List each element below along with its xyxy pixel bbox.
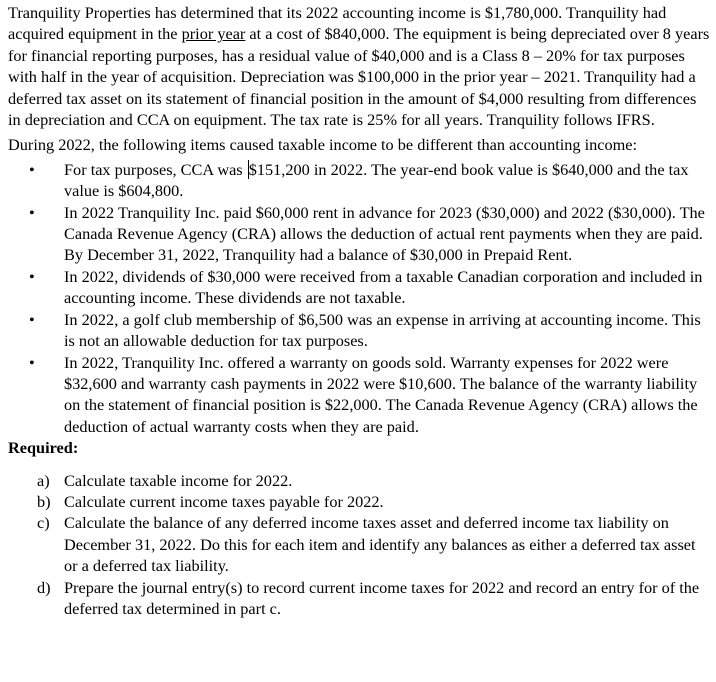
intro-text-part2: at a cost of $840,000. The equipment is being depreciated over 8 years for financial reporting purposes, has a residual value of $40,000 and is a Class 8 – 20% for tax purposes with half in the year of acquisition. Depreciation was $100,000 in the prior year – 2021. Tranquility had a deferred tax asset on its statement of financial position in the amount of $4,000 resulting from differences in depreciation and CCA on equipment. The tax rate is 25% for all years. Tranquility follows IFRS. <box>8 24 710 130</box>
bullet-text: In 2022, a golf club membership of $6,500 was an expense in arriving at accounting income. This is not an allowable deduction for tax purposes. <box>64 309 701 351</box>
bullet-icon: • <box>29 202 35 222</box>
bullet-item-rent <box>8 202 710 266</box>
bullet-item-dividends <box>8 266 710 309</box>
bullet-text: In 2022 Tranquility Inc. paid $60,000 rent in advance for 2023 ($30,000) and 2022 ($30,000). The Canada Revenue Agency (CRA) allows the deduction of actual rent payments when they are paid. By December 31, 2022, Tranquility had a balance of $30,000 in Prepaid Rent. <box>64 202 705 265</box>
bullet-icon: • <box>29 352 35 372</box>
intro-text-part1: Tranquility Properties has determined that its 2022 accounting income is $1,780,000. Tranquility had acquired equipment in the <box>8 3 667 44</box>
document-page <box>8 2 710 619</box>
bullet-text: In 2022, dividends of $30,000 were received from a taxable Canadian corporation and included in accounting income. These dividends are not taxable. <box>64 266 703 308</box>
requirement-text: Prepare the journal entry(s) to record current income taxes for 2022 and record an entry for of the deferred tax determined in part c. <box>64 577 700 618</box>
bullet-item-cca <box>8 159 710 202</box>
bullet-item-warranty <box>8 352 710 438</box>
requirement-letter: d) <box>37 577 51 597</box>
bullet-text-before: For tax purposes, CCA was <box>64 159 247 179</box>
requirement-b <box>8 491 710 512</box>
bullet-icon: • <box>29 266 35 286</box>
requirement-c <box>8 512 710 576</box>
requirement-text: Calculate current income taxes payable for 2022. <box>64 491 384 511</box>
bullet-list <box>8 159 710 437</box>
bullet-item-golf <box>8 309 710 352</box>
bullet-icon: • <box>29 309 35 329</box>
requirement-letter: c) <box>37 513 50 533</box>
requirement-letter: a) <box>37 470 50 490</box>
bullet-icon: • <box>29 159 35 179</box>
required-heading: Required: <box>8 438 79 458</box>
requirement-text: Calculate taxable income for 2022. <box>64 470 293 490</box>
requirements-list <box>8 470 710 620</box>
intro-paragraph <box>8 2 710 130</box>
requirement-d <box>8 577 710 620</box>
bullet-text: In 2022, Tranquility Inc. offered a warranty on goods sold. Warranty expenses for 2022 were $32,600 and warranty cash payments in 2022 were $10,600. The balance of the warranty liability on the statement of financial position is $22,000. The Canada Revenue Agency (CRA) allows the deduction of actual warranty costs when they are paid. <box>64 352 698 436</box>
requirement-text: Calculate the balance of any deferred income taxes asset and deferred income tax liability on December 31, 2022. Do this for each item and identify any balances as either a deferred tax asset or a deferred tax liability. <box>64 513 696 576</box>
during-heading: During 2022, the following items caused taxable income to be different than accounting income: <box>8 135 638 155</box>
requirement-letter: b) <box>37 491 51 511</box>
requirement-a <box>8 470 710 491</box>
bullet-text-after: $151,200 in 2022. The year-end book value is $640,000 and the tax value is $604,800. <box>64 159 689 201</box>
intro-underlined-text: prior year <box>181 24 246 44</box>
